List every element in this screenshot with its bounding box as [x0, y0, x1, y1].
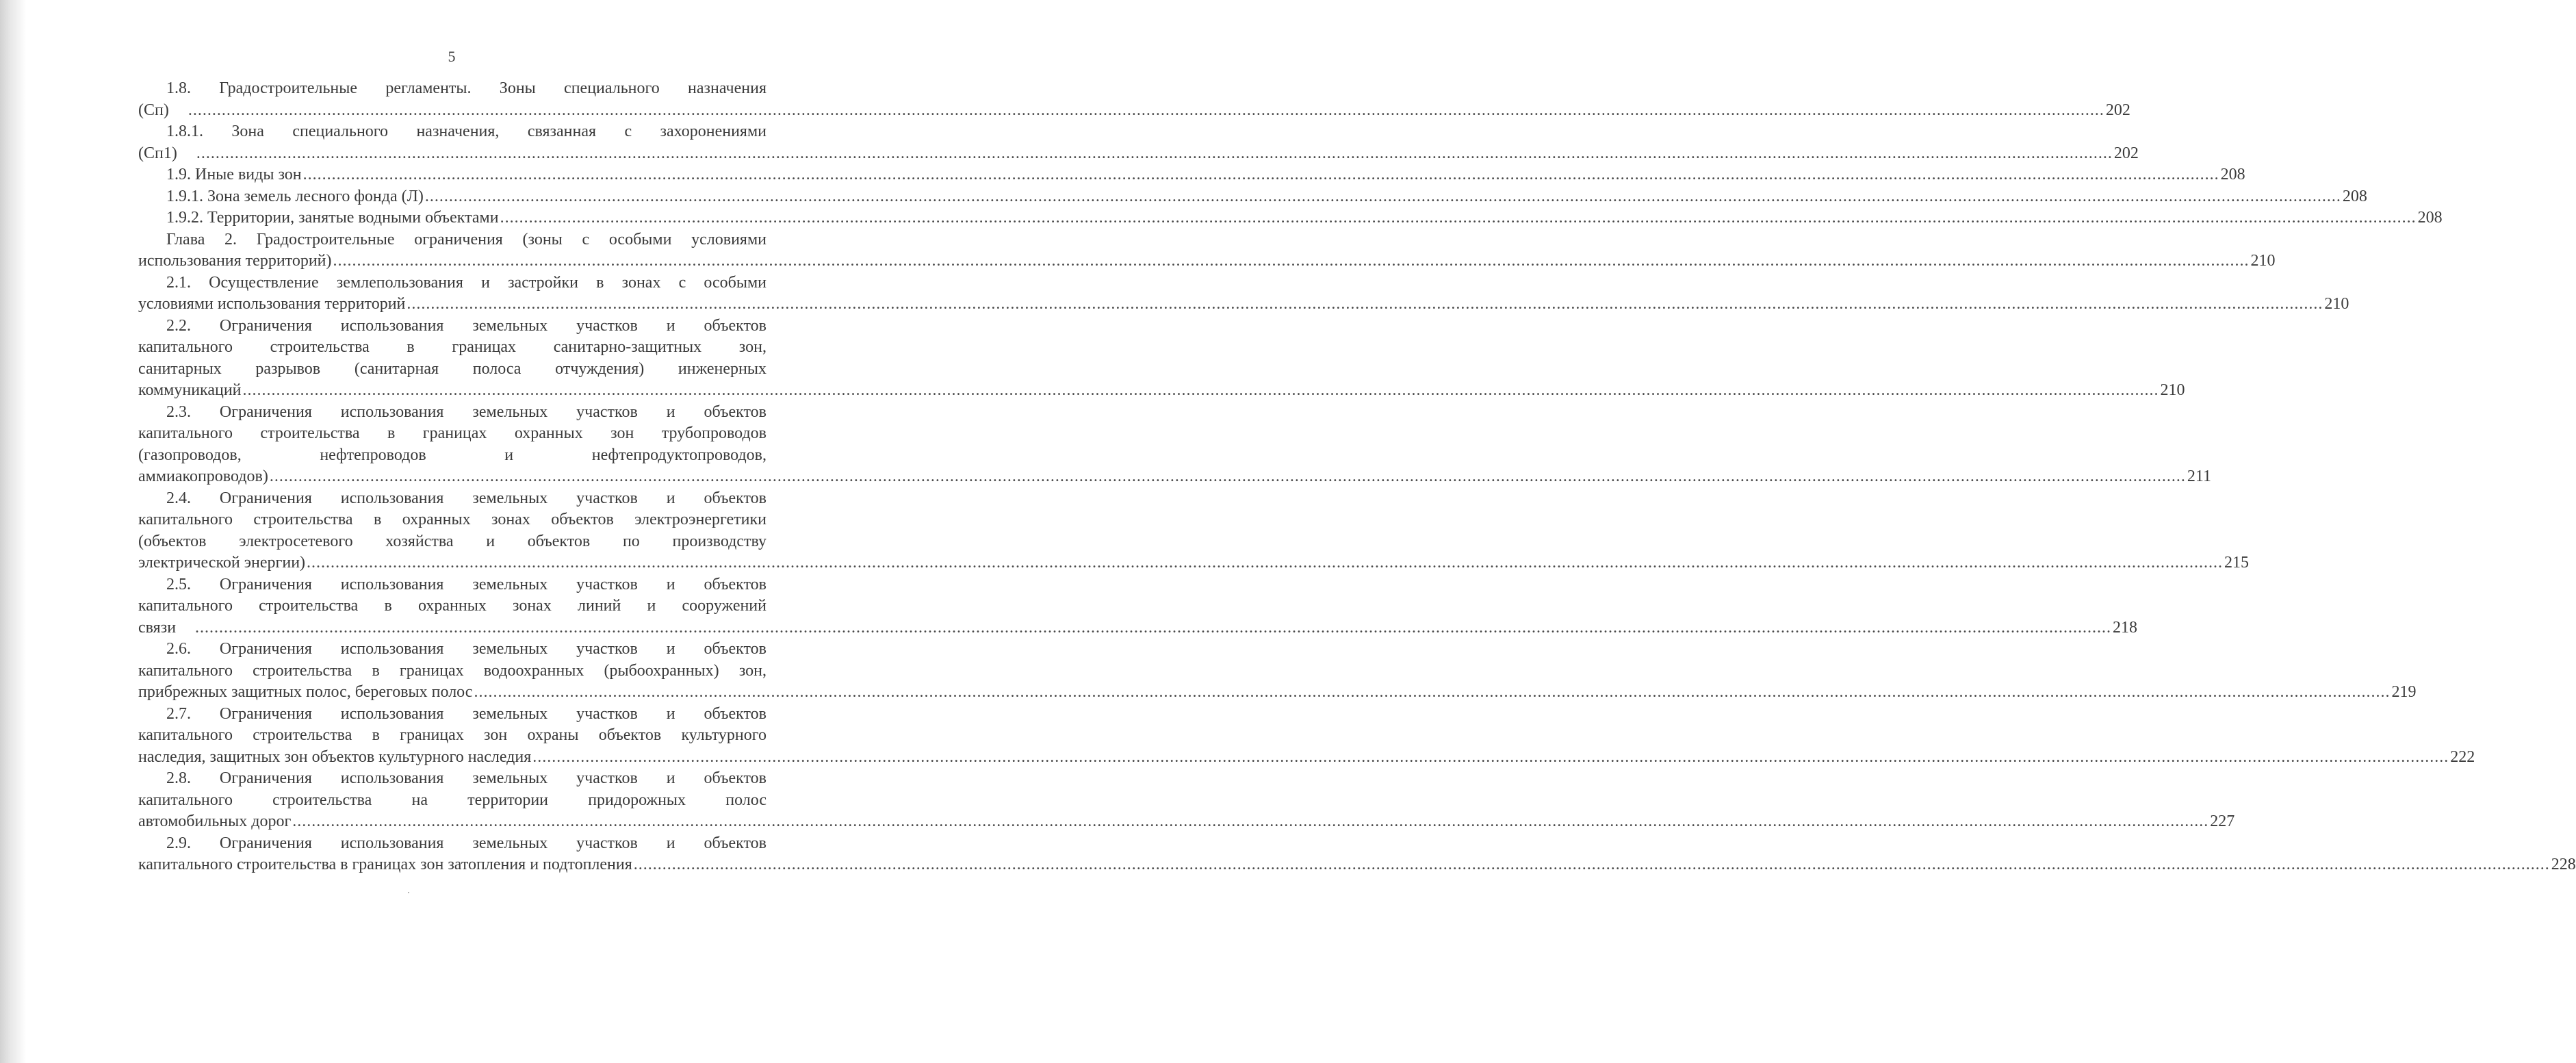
toc-entry — [138, 78, 2130, 121]
toc-leader-dots: ................................................................................................................................................................................................................................................................................................................................................................................................................ — [292, 812, 2209, 830]
toc-entry — [138, 186, 2367, 208]
toc-leader-dots: ................................................................................................................................................................................................................................................................................................................................................................................................................ — [302, 166, 2219, 183]
toc-entry — [138, 272, 2349, 316]
toc-page-number: 202 — [2105, 101, 2130, 119]
toc-entry-line: капитального строительства в границах санитарно-защитных зон, — [138, 338, 767, 356]
toc-entry — [138, 316, 2185, 402]
toc-leader-dots: ................................................................................................................................................................................................................................................................................................................................................................................................................ — [195, 618, 2112, 637]
toc-page-number: 222 — [2450, 747, 2475, 766]
toc-leader-dots: ................................................................................................................................................................................................................................................................................................................................................................................................................ — [500, 209, 2417, 227]
toc-entry-line: капитального строительства в границах зон охраны объектов культурного — [138, 726, 767, 744]
toc-leader-dots: ................................................................................................................................................................................................................................................................................................................................................................................................................ — [242, 381, 2159, 399]
toc-entry-final-line — [138, 143, 2139, 165]
toc-page-number: 210 — [2250, 252, 2276, 270]
toc-entry-title: (Сп1) — [138, 144, 177, 162]
toc-entry-line: 2.9. Ограничения использования земельных участков и объектов — [166, 834, 767, 852]
toc-leader-dots: ................................................................................................................................................................................................................................................................................................................................................................................................................ — [333, 252, 2250, 270]
toc-entry-title: (Сп) — [138, 101, 169, 119]
toc-entry-line: капитального строительства на территории придорожных полос — [138, 791, 767, 809]
toc-page-number: 208 — [2342, 187, 2367, 205]
toc-entry-title: 1.9. Иные виды зон — [166, 166, 302, 183]
toc-entry — [138, 704, 2475, 769]
toc-entry-final-line — [138, 617, 2138, 639]
toc-entry-line: 2.2. Ограничения использования земельных участков и объектов — [166, 316, 767, 335]
toc-leader-dots: ................................................................................................................................................................................................................................................................................................................................................................................................................ — [196, 144, 2113, 162]
toc-entry-final-line — [138, 466, 2211, 488]
toc-entry-final-line — [138, 186, 2367, 208]
toc-entry-final-line — [138, 294, 2349, 316]
toc-page-number: 202 — [2113, 144, 2139, 162]
toc-page-number: 227 — [2210, 812, 2235, 830]
toc-entry-title: капитального строительства в границах зон затопления и подтопления — [138, 856, 632, 873]
toc-entry-final-line — [138, 380, 2185, 402]
toc-entry — [138, 164, 2245, 186]
toc-entry-title: автомобильных дорог — [138, 812, 292, 830]
toc-entry-line: Глава 2. Градостроительные ограничения (зоны с особыми условиями — [166, 230, 767, 248]
page-number: 5 — [448, 48, 456, 65]
toc-leader-dots: ................................................................................................................................................................................................................................................................................................................................................................................................................ — [532, 747, 2449, 766]
toc-entry-final-line — [138, 100, 2130, 122]
toc-entry-line: капитального строительства в охранных зонах объектов электроэнергетики — [138, 511, 767, 528]
toc-page-number: 215 — [2224, 554, 2250, 572]
toc-entry-title: 1.9.1. Зона земель лесного фонда (Л) — [166, 187, 424, 205]
toc-entry — [138, 768, 2235, 833]
toc-entry-line: 2.8. Ограничения использования земельных участков и объектов — [166, 769, 767, 787]
toc-page-number: 211 — [2187, 468, 2211, 485]
toc-page-number: 208 — [2220, 166, 2245, 183]
toc-entry-line: капитального строительства в границах водоохранных (рыбоохранных) зон, — [138, 661, 767, 680]
toc-entry — [138, 229, 2276, 272]
toc-leader-dots: ................................................................................................................................................................................................................................................................................................................................................................................................................ — [474, 683, 2391, 701]
toc-entry-line: 2.4. Ограничения использования земельных участков и объектов — [166, 489, 767, 507]
toc-entry-line: 2.1. Осуществление землепользования и застройки в зонах с особыми — [166, 273, 767, 292]
toc-entry-title: коммуникаций — [138, 381, 242, 399]
toc-entry-line: санитарных разрывов (санитарная полоса отчуждения) инженерных — [138, 359, 767, 378]
toc-leader-dots: ................................................................................................................................................................................................................................................................................................................................................................................................................ — [633, 856, 2550, 873]
toc-entry-title: условиями использования территорий — [138, 295, 406, 313]
toc-entry-line: капитального строительства в границах охранных зон трубопроводов — [138, 424, 767, 442]
toc-entry-final-line — [138, 811, 2235, 833]
toc-page-number: 210 — [2160, 381, 2185, 399]
toc-entry — [138, 402, 2211, 488]
toc-entry-title: 1.9.2. Территории, занятые водными объектами — [166, 209, 499, 227]
toc-page-number: 218 — [2113, 618, 2138, 637]
toc-leader-dots: ................................................................................................................................................................................................................................................................................................................................................................................................................ — [424, 187, 2341, 205]
table-of-contents — [138, 78, 2576, 876]
toc-page-number: 210 — [2324, 295, 2349, 313]
toc-entry-title: связи — [138, 618, 177, 637]
toc-page-number: 228 — [2551, 856, 2576, 873]
toc-entry-final-line — [138, 552, 2250, 574]
toc-entry-line: 2.3. Ограничения использования земельных участков и объектов — [166, 402, 767, 421]
toc-entry-final-line — [138, 207, 2443, 229]
toc-page-number: 219 — [2391, 683, 2417, 701]
toc-entry-line: 1.8.1. Зона специального назначения, связанная с захоронениями — [166, 123, 767, 140]
toc-entry — [138, 833, 2576, 876]
toc-entry-title: наследия, защитных зон объектов культурного наследия — [138, 747, 532, 766]
toc-entry-line: 2.6. Ограничения использования земельных участков и объектов — [166, 640, 767, 658]
toc-entry — [138, 121, 2139, 164]
toc-entry-line: (объектов электросетевого хозяйства и объектов по производству — [138, 532, 767, 550]
scan-edge-shadow — [0, 0, 26, 1063]
toc-entry-title: аммиакопроводов) — [138, 468, 268, 485]
toc-leader-dots: ................................................................................................................................................................................................................................................................................................................................................................................................................ — [407, 295, 2323, 313]
toc-entry — [138, 488, 2250, 574]
toc-leader-dots: ................................................................................................................................................................................................................................................................................................................................................................................................................ — [188, 101, 2104, 119]
toc-entry-line: 2.7. Ограничения использования земельных участков и объектов — [166, 704, 767, 723]
toc-entry-line: 2.5. Ограничения использования земельных участков и объектов — [166, 575, 767, 593]
toc-entry-final-line — [138, 854, 2576, 876]
toc-entry-title: электрической энергии) — [138, 554, 306, 572]
toc-entry-line: 1.8. Градостроительные регламенты. Зоны специального назначения — [166, 79, 767, 97]
toc-entry — [138, 207, 2443, 229]
toc-page-number: 208 — [2417, 209, 2443, 227]
toc-entry-title: прибрежных защитных полос, береговых полос — [138, 683, 473, 701]
scan-speck — [408, 892, 409, 893]
toc-entry-final-line — [138, 682, 2417, 704]
toc-entry-line: капитального строительства в охранных зонах линий и сооружений — [138, 597, 767, 615]
toc-entry-final-line — [138, 747, 2475, 769]
toc-entry — [138, 639, 2417, 704]
toc-entry-final-line — [138, 164, 2245, 186]
toc-leader-dots: ................................................................................................................................................................................................................................................................................................................................................................................................................ — [307, 554, 2224, 572]
toc-entry-line: (газопроводов, нефтепроводов и нефтепродуктопроводов, — [138, 446, 767, 464]
toc-entry — [138, 574, 2138, 639]
toc-entry-final-line — [138, 251, 2276, 272]
toc-entry-title: использования территорий) — [138, 252, 332, 270]
toc-leader-dots: ................................................................................................................................................................................................................................................................................................................................................................................................................ — [269, 468, 2186, 485]
